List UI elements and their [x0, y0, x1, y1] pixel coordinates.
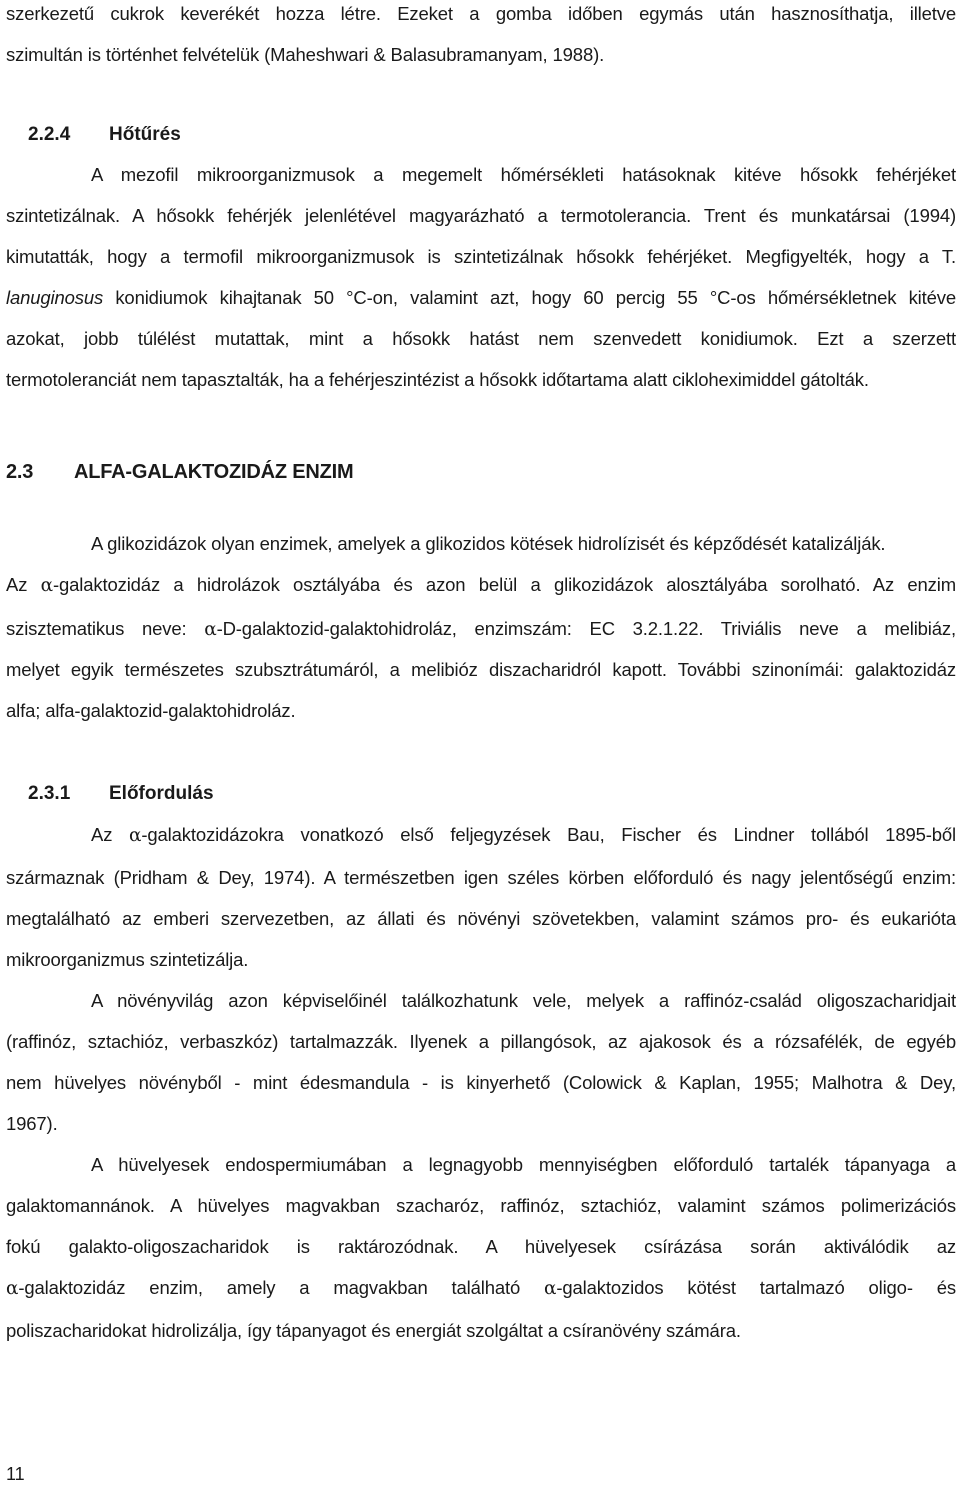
paragraph-line: szisztematikus neve: α-D-galaktozid-galaktohidroláz, enzimszám: EC 3.2.1.22. Triviális neve a melibiáz,	[6, 618, 956, 640]
section-title: Előfordulás	[109, 783, 214, 804]
species-name: lanuginosus	[6, 287, 104, 308]
paragraph-line: lanuginosus konidiumok kihajtanak 50 °C-on, valamint azt, hogy 60 percig 55 °C-os hőmérsékletnek kitéve	[6, 287, 956, 308]
paragraph-line: A mezofil mikroorganizmusok a megemelt hőmérsékleti hatásoknak kitéve hősokk fehérjéket	[91, 164, 956, 185]
section-number: 2.3	[6, 461, 34, 483]
paragraph-line: azokat, jobb túlélést mutattak, mint a hősokk hatást nem szenvedett konidiumok. Ezt a szerzett	[6, 328, 956, 349]
paragraph-line: poliszacharidokat hidrolizálja, így tápanyagot és energiát szolgáltat a csíranövény számára.	[6, 1320, 741, 1341]
paragraph-line: szintetizálnak. A hősokk fehérjék jelenlétével magyarázható a termotolerancia. Trent és munkatársai (1994)	[6, 205, 956, 226]
paragraph-line: termotoleranciát nem tapasztalták, ha a fehérjeszintézist a hősokk időtartama alatt cikloheximiddel gátolták.	[6, 369, 869, 390]
paragraph-line: Az α-galaktozidáz a hidrolázok osztályába és azon belül a glikozidázok alosztályába sorolható. Az enzim	[6, 574, 956, 596]
paragraph-line: A hüvelyesek endospermiumában a legnagyobb mennyiségben előforduló tartalék tápanyaga a	[91, 1154, 956, 1175]
paragraph-line: megtalálható az emberi szervezetben, az állati és növényi szövetekben, valamint számos pro- és eukarióta	[6, 908, 956, 929]
paragraph-line: származnak (Pridham & Dey, 1974). A természetben igen széles körben előforduló és nagy jelentőségű enzim:	[6, 867, 956, 888]
paragraph-line: melyet egyik természetes szubsztrátumáról, a melibióz diszacharidról kapott. További szinonímái: galaktozidáz	[6, 659, 956, 680]
paragraph-line: nem hüvelyes növényből - mint édesmandula - is kinyerhető (Colowick & Kaplan, 1955; Malhotra & Dey,	[6, 1072, 956, 1093]
paragraph-line: mikroorganizmus szintetizálja.	[6, 949, 249, 970]
page-number: 11	[6, 1464, 25, 1484]
paragraph-line: A növényvilág azon képviselőinél találkozhatunk vele, melyek a raffinóz-család oligoszacharidjait	[91, 990, 956, 1011]
paragraph-line: Az α-galaktozidázokra vonatkozó első feljegyzések Bau, Fischer és Lindner tollából 1895-ből	[91, 824, 956, 846]
paragraph-line: fokú galakto-oligoszacharidok is raktározódnak. A hüvelyesek csírázása során aktiválódik az	[6, 1236, 956, 1257]
section-title: Hőtűrés	[109, 124, 181, 145]
section-number: 2.3.1	[28, 783, 71, 804]
paragraph-line: galaktomannánok. A hüvelyes magvakban szacharóz, raffinóz, sztachióz, valamint számos polimerizációs	[6, 1195, 956, 1216]
paragraph-line: alfa; alfa-galaktozid-galaktohidroláz.	[6, 700, 296, 721]
paragraph-line: 1967).	[6, 1113, 58, 1134]
paragraph-line: szimultán is történhet felvételük (Maheshwari & Balasubramanyam, 1988).	[6, 44, 605, 65]
paragraph-line: kimutatták, hogy a termofil mikroorganizmusok is szintetizálnak hősokk fehérjéket. Megfigyelték, hogy a T.	[6, 246, 956, 267]
paragraph-line: szerkezetű cukrok keverékét hozza létre. Ezeket a gomba időben egymás után hasznosíthatja, illetve	[6, 3, 956, 24]
paragraph-line: α-galaktozidáz enzim, amely a magvakban található α-galaktozidos kötést tartalmazó oligo- és	[6, 1277, 956, 1299]
section-title: ALFA-GALAKTOZIDÁZ ENZIM	[74, 461, 354, 483]
paragraph-line: (raffinóz, sztachióz, verbaszkóz) tartalmazzák. Ilyenek a pillangósok, az ajakosok és a rózsafélék, de egyéb	[6, 1031, 956, 1052]
paragraph-line: A glikozidázok olyan enzimek, amelyek a glikozidos kötések hidrolízisét és képződését katalizálják.	[91, 533, 886, 554]
section-number: 2.2.4	[28, 124, 71, 145]
